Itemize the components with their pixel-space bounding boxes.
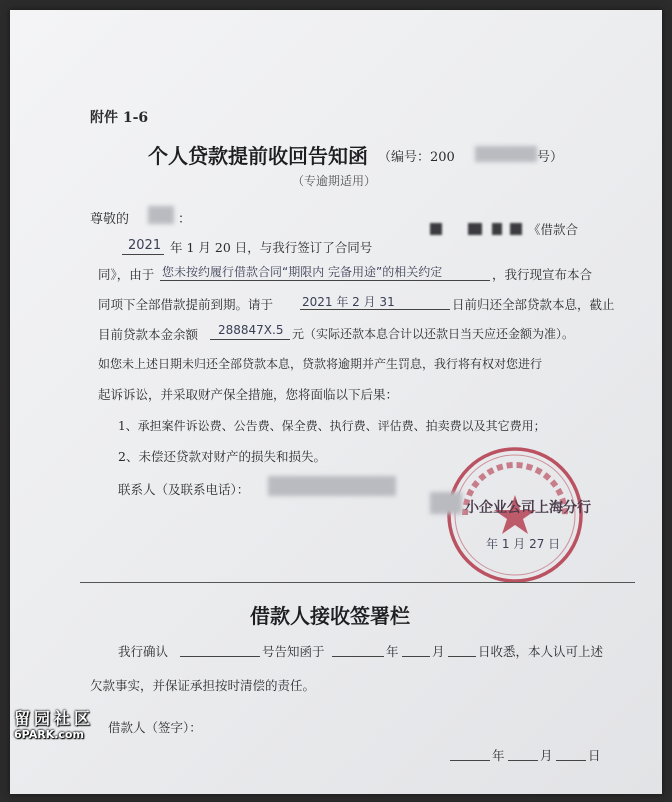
blank-field xyxy=(402,656,430,657)
blank-field xyxy=(180,656,260,657)
consequence-item-2: 2、未偿还贷款对财产的损失和损失。 xyxy=(118,449,326,464)
redacted-number xyxy=(475,146,537,162)
underline xyxy=(160,280,490,281)
line3-end: 日前归还全部贷款本息，截止 xyxy=(452,297,615,312)
receipt-title: 借款人接收签署栏 xyxy=(250,604,410,628)
receipt-day: 日收悉，本人认可上述 xyxy=(478,644,604,659)
redacted-block xyxy=(492,223,502,235)
receipt-line2: 欠款事实，并保证承担按时清偿的责任。 xyxy=(90,678,316,693)
underline xyxy=(300,309,450,310)
document-title: 个人贷款提前收回告知函 xyxy=(148,144,368,168)
salutation-end: ： xyxy=(178,212,192,227)
blank-field xyxy=(450,760,490,761)
line1-text: 年 1 月 20 日，与我行签订了合同号 xyxy=(170,240,373,255)
line1-year: 2021 xyxy=(128,238,162,253)
bank-name: 小企业公司上海分行 xyxy=(465,500,591,516)
sign-date-day: 日 xyxy=(588,748,601,763)
sign-date-year: 年 xyxy=(492,748,505,763)
document-number-prefix: （编号：200 xyxy=(378,150,455,165)
redacted-bank xyxy=(430,492,462,514)
line2-fill: 您未按约履行借款合同“期限内 完备用途”的相关约定 xyxy=(162,265,443,279)
blank-field xyxy=(448,656,476,657)
redacted-block xyxy=(468,223,482,235)
redacted-block xyxy=(430,223,442,235)
line2-text: 同》，由于 xyxy=(98,267,155,282)
line4-end: 元（实际还款本息合计以还款日当天应还金额为准）。 xyxy=(292,327,575,341)
line3-text: 同项下全部借款提前到期。请于 xyxy=(98,297,274,312)
signer-label: 借款人（签字）： xyxy=(108,720,202,735)
underline xyxy=(122,254,164,255)
blank-field xyxy=(556,760,586,761)
receipt-line1-a: 我行确认 xyxy=(118,644,169,659)
line1-end: 《借款合 xyxy=(528,222,579,237)
line3-fill: 2021 年 2 月 31 xyxy=(302,295,395,309)
attachment-label: 附件 1-6 xyxy=(90,110,149,126)
contact-label: 联系人（及联系电话）： xyxy=(118,482,250,497)
receipt-line1-b: 号告知函于 xyxy=(262,644,325,659)
line4-text: 目前贷款本金余额 xyxy=(98,327,199,342)
section-divider xyxy=(80,582,635,583)
line4-fill: 288847X.5 xyxy=(218,323,284,337)
receipt-month: 月 xyxy=(432,644,445,659)
redacted-contact xyxy=(268,476,396,496)
blank-field xyxy=(508,760,538,761)
watermark-en: 6PARK.com xyxy=(14,728,84,741)
document-subtitle: （专逾期适用） xyxy=(292,174,377,188)
sign-date-month: 月 xyxy=(540,748,553,763)
document-number-suffix: 号） xyxy=(537,150,564,165)
document-page xyxy=(10,10,662,794)
consequence-item-1: 1、承担案件诉讼费、公告费、保全费、执行费、评估费、拍卖费以及其它费用； xyxy=(118,419,546,433)
line6-text: 起诉诉讼，并采取财产保全措施，您将面临以下后果： xyxy=(98,387,399,402)
redacted-name xyxy=(148,206,174,224)
stamp-date: 年 1 月 27 日 xyxy=(486,537,561,551)
blank-field xyxy=(332,656,384,657)
watermark-cn: 留园社区 xyxy=(14,709,95,728)
receipt-year: 年 xyxy=(386,644,399,659)
underline xyxy=(210,339,290,340)
line2-end: ，我行现宣布本合 xyxy=(492,267,593,282)
line5-text: 如您未上述日期未归还全部贷款本息，贷款将逾期并产生罚息，我行将有权对您进行 xyxy=(98,357,543,371)
redacted-block xyxy=(510,223,522,235)
salutation: 尊敬的 xyxy=(90,212,130,227)
